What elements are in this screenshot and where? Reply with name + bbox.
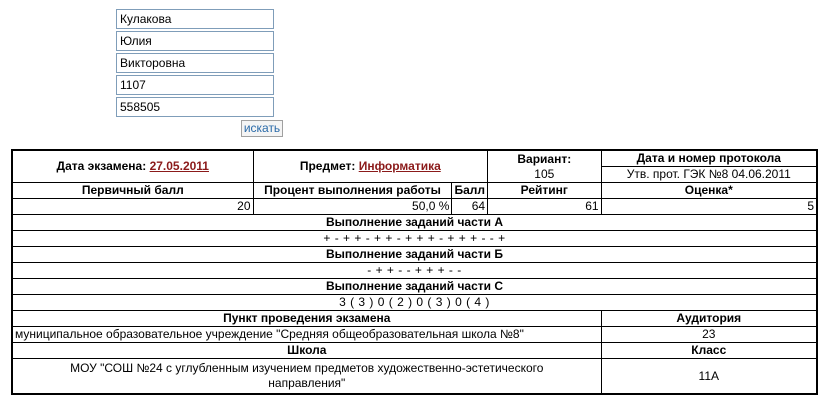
exam-date-cell	[12, 150, 253, 183]
score-header-row	[12, 183, 817, 199]
part-b-label-row	[12, 247, 817, 263]
exam-date-link[interactable]: 27.05.2011	[149, 159, 209, 173]
rating-header: Рейтинг	[488, 183, 601, 199]
subject-label: Предмет:	[299, 159, 356, 173]
primary-score-header: Первичный балл	[12, 183, 253, 199]
exam-date-label: Дата экзамена:	[56, 159, 147, 173]
protocol-label: Дата и номер протокола	[602, 151, 816, 167]
part-c-label: Выполнение заданий части С	[12, 279, 817, 295]
variant-label: Вариант:	[517, 151, 572, 166]
primary-score-value: 20	[12, 199, 253, 215]
patronymic-input[interactable]	[116, 53, 274, 73]
doc-number-input[interactable]	[116, 97, 274, 117]
part-c-answers: 3 ( 3 ) 0 ( 2 ) 0 ( 3 ) 0 ( 4 )	[12, 295, 817, 311]
venue-value: муниципальное образовательное учреждение "Средняя общеобразовательная школа №8"	[12, 327, 601, 343]
score-value: 64	[452, 199, 488, 215]
percent-header: Процент выполнения работы	[253, 183, 452, 199]
school-header-row	[12, 343, 817, 359]
subject-link[interactable]: Информатика	[358, 159, 441, 173]
variant-cell	[488, 150, 601, 183]
name-input[interactable]	[116, 31, 274, 51]
room-value: 23	[601, 327, 817, 343]
school-row	[12, 359, 817, 395]
percent-value: 50,0 %	[253, 199, 452, 215]
venue-header: Пункт проведения экзамена	[12, 311, 601, 327]
protocol-cell	[601, 150, 817, 183]
class-header: Класс	[601, 343, 817, 359]
surname-input[interactable]	[116, 9, 274, 29]
part-a-label: Выполнение заданий части А	[12, 215, 817, 231]
school-value: МОУ "СОШ №24 с углубленным изучением предметов художественно-эстетического направления"	[12, 359, 601, 395]
results-table	[11, 149, 818, 395]
part-b-row	[12, 263, 817, 279]
part-c-label-row	[12, 279, 817, 295]
part-c-row	[12, 295, 817, 311]
venue-row	[12, 327, 817, 343]
part-a-answers: + - + + - + + - + + + - + + + - - +	[12, 231, 817, 247]
doc-series-input[interactable]	[116, 75, 274, 95]
rating-value: 61	[488, 199, 601, 215]
grade-header: Оценка*	[601, 183, 817, 199]
subject-cell	[253, 150, 488, 183]
results-header-row	[12, 150, 817, 183]
grade-value: 5	[601, 199, 817, 215]
part-a-label-row	[12, 215, 817, 231]
score-values-row	[12, 199, 817, 215]
variant-value: 105	[534, 166, 555, 181]
part-a-row	[12, 231, 817, 247]
score-header: Балл	[452, 183, 488, 199]
school-header: Школа	[12, 343, 601, 359]
class-value: 11А	[601, 359, 817, 395]
venue-header-row	[12, 311, 817, 327]
room-header: Аудитория	[601, 311, 817, 327]
protocol-value: Утв. прот. ГЭК №8 04.06.2011	[626, 167, 791, 181]
part-b-label: Выполнение заданий части Б	[12, 247, 817, 263]
search-button[interactable]: искать	[241, 120, 283, 137]
part-b-answers: - + + - - + + + - -	[12, 263, 817, 279]
